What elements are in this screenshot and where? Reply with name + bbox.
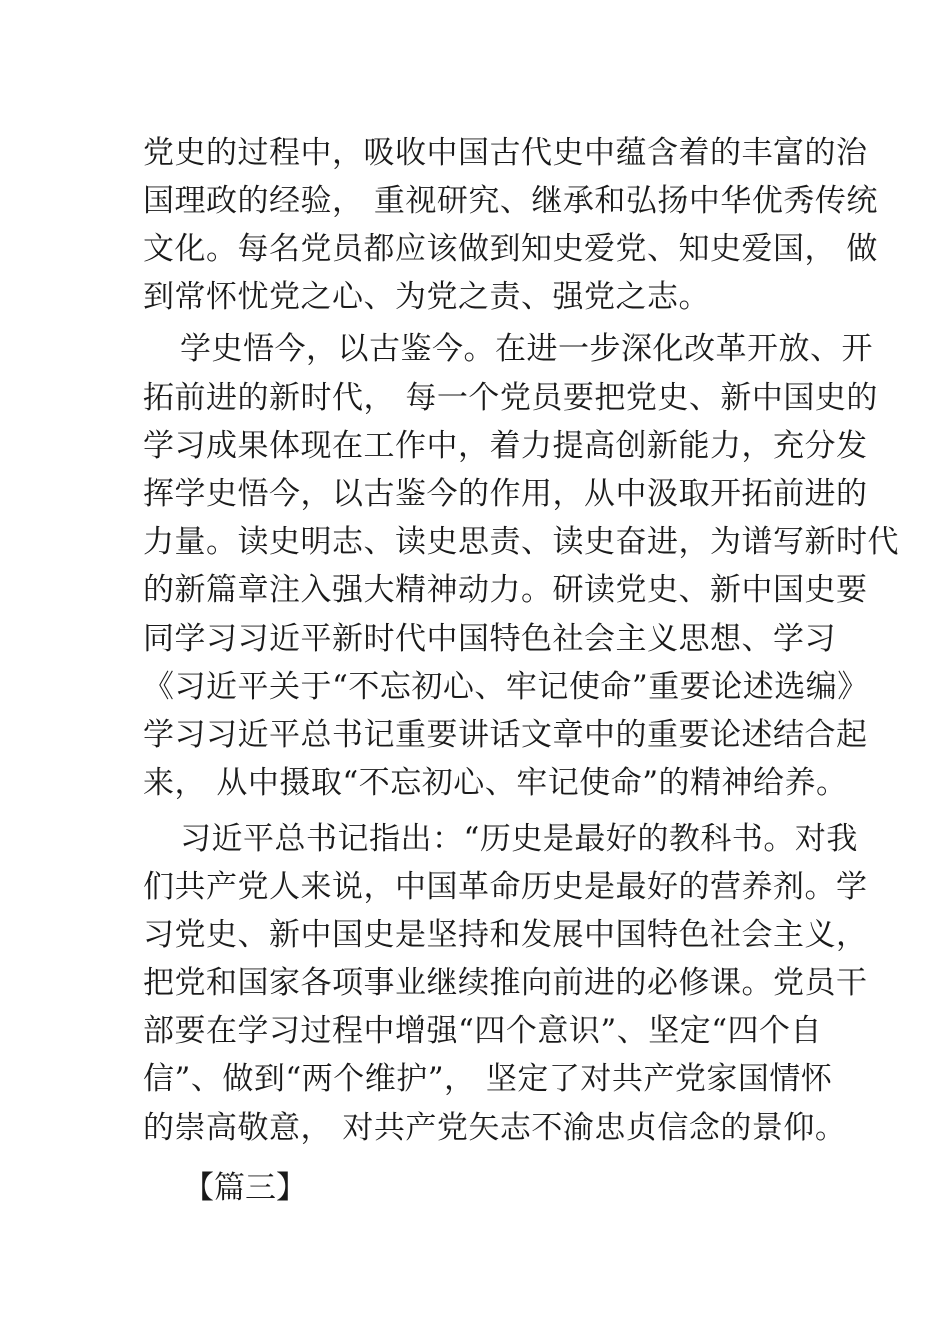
paragraph-line: 学习习近平总书记重要讲话文章中的重要论述结合起 — [143, 717, 868, 753]
paragraph-line: 挥学史悟今，以古鉴今的作用，从中汲取开拓前进的 — [143, 476, 868, 512]
paragraph-line: 学习成果体现在工作中，着力提高创新能力，充分发 — [143, 428, 868, 464]
paragraph-line: 信”、做到“两个维护”， 坚定了对共产党家国情怀 — [143, 1061, 833, 1097]
paragraph-line: 文化。每名党员都应该做到知史爱党、知史爱国， 做 — [143, 231, 878, 267]
paragraph-line: 们共产党人来说，中国革命历史是最好的营养剂。学 — [143, 869, 868, 905]
paragraph-line: 《习近平关于“不忘初心、牢记使命”重要论述选编》 — [143, 669, 869, 705]
paragraph-line: 部要在学习过程中增强“四个意识”、坚定“四个自 — [143, 1013, 823, 1049]
section-heading: 【篇三】 — [183, 1170, 307, 1206]
paragraph-line: 党史的过程中，吸收中国古代史中蕴含着的丰富的治 — [143, 135, 868, 171]
paragraph-line: 同学习习近平新时代中国特色社会主义思想、学习 — [143, 621, 836, 657]
paragraph-line: 来， 从中摄取“不忘初心、牢记使命”的精神给养。 — [143, 765, 848, 801]
paragraph-line: 国理政的经验， 重视研究、继承和弘扬中华优秀传统 — [143, 183, 878, 219]
paragraph-line: 把党和国家各项事业继续推向前进的必修课。党员干 — [143, 965, 868, 1001]
paragraph-line: 的崇高敬意， 对共产党矢志不渝忠贞信念的景仰。 — [143, 1110, 847, 1146]
paragraph-line: 学史悟今，以古鉴今。在进一步深化改革开放、开 — [180, 331, 873, 367]
paragraph-line: 力量。读史明志、读史思责、读史奋进，为谱写新时代 — [143, 524, 899, 560]
paragraph-line: 到常怀忧党之心、为党之责、强党之志。 — [143, 279, 710, 315]
paragraph-line: 习党史、新中国史是坚持和发展中国特色社会主义， — [143, 917, 868, 953]
paragraph-line: 的新篇章注入强大精神动力。研读党史、新中国史要 — [143, 572, 868, 608]
paragraph-line: 拓前进的新时代， 每一个党员要把党史、新中国史的 — [143, 380, 878, 416]
paragraph-line: 习近平总书记指出：“历史是最好的教科书。对我 — [180, 821, 858, 857]
